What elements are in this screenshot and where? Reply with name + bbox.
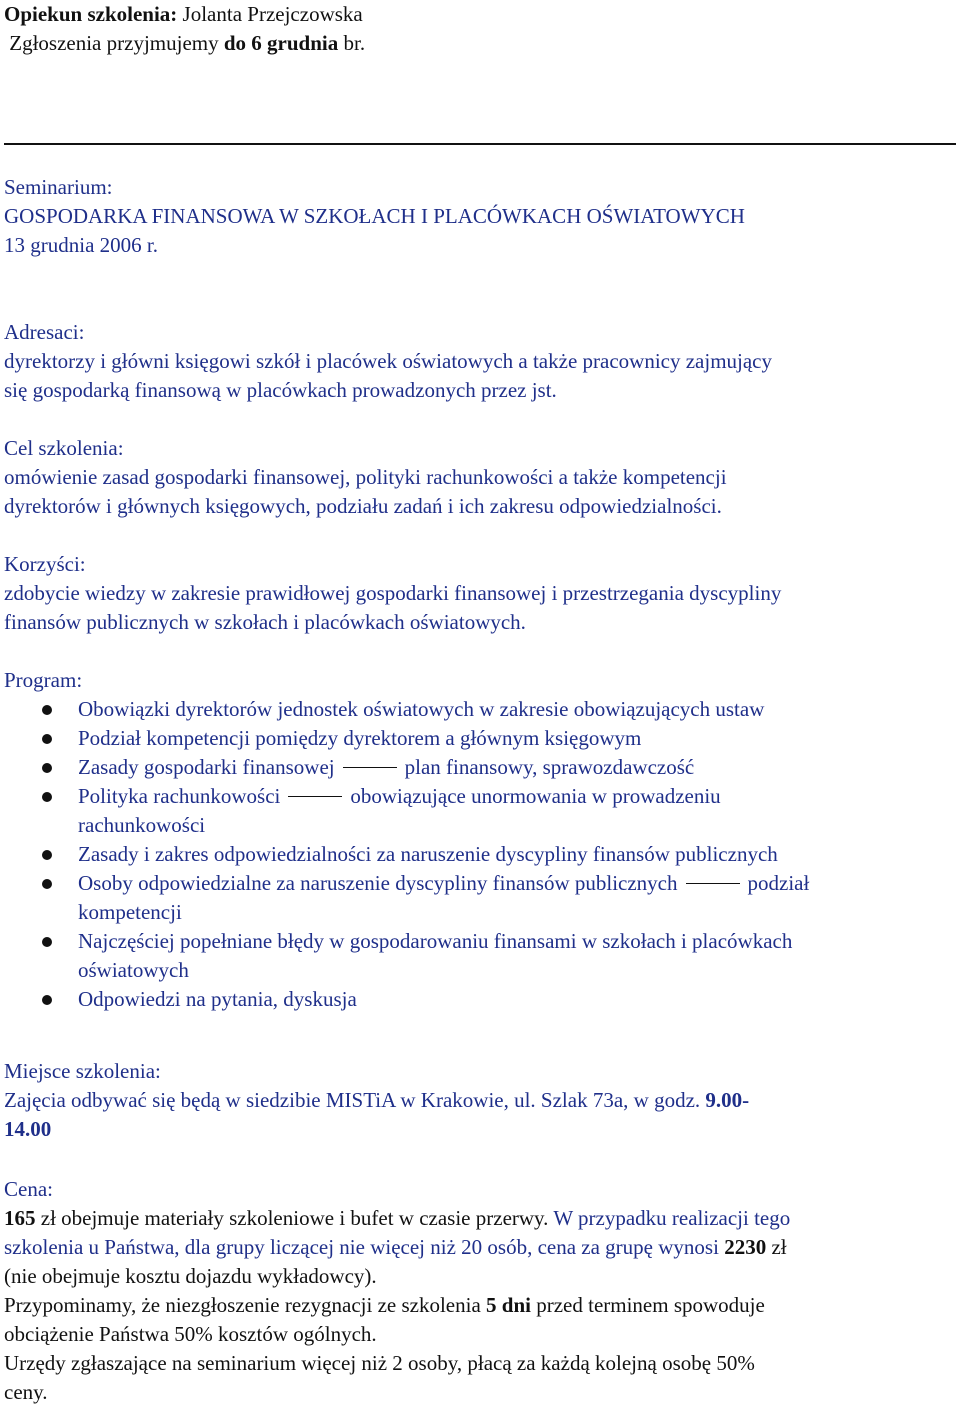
location-hours-start: 9.00-: [705, 1088, 750, 1112]
price-amount: 165: [4, 1206, 36, 1230]
program-item-text: Najczęściej popełniane błędy w gospodarowaniu finansami w szkołach i placówkach: [78, 929, 793, 953]
benefits-label: Korzyści:: [4, 552, 86, 576]
seminar-block: [4, 173, 954, 260]
program-item: [4, 695, 954, 724]
price-line-5: obciążenie Państwa 50% kosztów ogólnych.: [4, 1322, 377, 1346]
em-dash: [686, 883, 740, 884]
program-item-text: Odpowiedzi na pytania, dyskusja: [78, 987, 357, 1011]
group-offer-start: W przypadku realizacji tego: [553, 1206, 791, 1230]
header: [4, 0, 954, 58]
program-item-detail: obowiązujące unormowania w prowadzeniu: [350, 784, 721, 808]
seminar-label: Seminarium:: [4, 175, 113, 199]
location-label: Miejsce szkolenia:: [4, 1059, 161, 1083]
goal-text-1: omówienie zasad gospodarki finansowej, polityki rachunkowości a także kompetencji: [4, 465, 727, 489]
program-list: [4, 695, 954, 1014]
goal-section: [4, 434, 954, 521]
bullet-icon: [42, 734, 52, 744]
benefits-text-1: zdobycie wiedzy w zakresie prawidłowej gospodarki finansowej i przestrzegania dyscypliny: [4, 581, 782, 605]
audience-label: Adresaci:: [4, 320, 85, 344]
bullet-icon: [42, 763, 52, 773]
group-price-amount: 2230: [724, 1235, 767, 1259]
program-item-detail: podział: [747, 871, 810, 895]
program-item-text: Obowiązki dyrektorów jednostek oświatowych w zakresie obowiązujących ustaw: [78, 697, 765, 721]
cancellation-text: Przypominamy, że niezgłoszenie rezygnacji ze szkolenia: [4, 1293, 481, 1317]
registration-suffix: br.: [343, 31, 366, 55]
program-label: Program:: [4, 668, 83, 692]
program-item: [4, 782, 954, 840]
price-line-3: (nie obejmuje kosztu dojazdu wykładowcy).: [4, 1264, 377, 1288]
program-item: [4, 840, 954, 869]
benefits-text-2: finansów publicznych w szkołach i placówkach oświatowych.: [4, 610, 526, 634]
audience-text-2: się gospodarką finansową w placówkach prowadzonych przez jst.: [4, 378, 557, 402]
program-item-text: Zasady gospodarki finansowej: [78, 755, 335, 779]
audience-section: [4, 318, 954, 405]
supervisor-name: Jolanta Przejczowska: [182, 2, 363, 26]
bullet-icon: [42, 792, 52, 802]
bullet-icon: [42, 879, 52, 889]
program-item: [4, 753, 954, 782]
seminar-date: 13 grudnia 2006 r.: [4, 233, 158, 257]
supervisor-line: [4, 0, 954, 29]
program-item: [4, 869, 954, 927]
program-item-text: Polityka rachunkowości: [78, 784, 281, 808]
horizontal-divider: [4, 143, 956, 145]
supervisor-label: Opiekun szkolenia:: [4, 2, 178, 26]
program-item-continuation: oświatowych: [78, 958, 189, 982]
price-line-1: [4, 1204, 954, 1233]
cancellation-tail: przed terminem spowoduje: [536, 1293, 765, 1317]
program-item: [4, 927, 954, 985]
price-line-7: ceny.: [4, 1380, 48, 1404]
program-section: [4, 666, 954, 1014]
bullet-icon: [42, 995, 52, 1005]
location-hours-end: 14.00: [4, 1117, 52, 1141]
price-line-4: [4, 1291, 954, 1320]
goal-label: Cel szkolenia:: [4, 436, 124, 460]
program-item-text: Podział kompetencji pomiędzy dyrektorem a głównym księgowym: [78, 726, 642, 750]
location-text-1: [4, 1086, 954, 1115]
goal-text-2: dyrektorów i głównych księgowych, podziału zadań i ich zakresu odpowiedzialności.: [4, 494, 722, 518]
registration-line: [4, 29, 954, 58]
bullet-icon: [42, 705, 52, 715]
program-item: [4, 724, 954, 753]
group-offer-text: szkolenia u Państwa, dla grupy liczącej nie więcej niż 20 osób, cena za grupę wynosi: [4, 1235, 719, 1259]
audience-text-1: dyrektorzy i główni księgowi szkół i placówek oświatowych a także pracownicy zajmujący: [4, 349, 773, 373]
registration-prefix: Zgłoszenia przyjmujemy: [9, 31, 219, 55]
benefits-section: [4, 550, 954, 637]
price-includes: zł obejmuje materiały szkoleniowe i bufet w czasie przerwy.: [40, 1206, 549, 1230]
seminar-title: GOSPODARKA FINANSOWA W SZKOŁACH I PLACÓWKACH OŚWIATOWYCH: [4, 204, 745, 228]
bullet-icon: [42, 937, 52, 947]
price-label: Cena:: [4, 1177, 53, 1201]
location-section: [4, 1057, 954, 1144]
registration-deadline: do 6 grudnia: [223, 31, 339, 55]
program-item: [4, 985, 954, 1014]
price-line-6: Urzędy zgłaszające na seminarium więcej niż 2 osoby, płacą za każdą kolejną osobę 50%: [4, 1351, 755, 1375]
price-section: [4, 1175, 954, 1407]
program-item-continuation: rachunkowości: [78, 813, 206, 837]
em-dash: [288, 796, 342, 797]
currency: zł: [771, 1235, 787, 1259]
em-dash: [343, 767, 397, 768]
location-text: Zajęcia odbywać się będą w siedzibie MISTiA w Krakowie, ul. Szlak 73a, w godz.: [4, 1088, 701, 1112]
program-item-text: Zasady i zakres odpowiedzialności za naruszenie dyscypliny finansów publicznych: [78, 842, 778, 866]
program-item-continuation: kompetencji: [78, 900, 182, 924]
program-item-text: Osoby odpowiedzialne za naruszenie dyscypliny finansów publicznych: [78, 871, 678, 895]
cancellation-days: 5 dni: [486, 1293, 531, 1317]
bullet-icon: [42, 850, 52, 860]
price-line-2: [4, 1233, 954, 1262]
program-item-detail: plan finansowy, sprawozdawczość: [404, 755, 695, 779]
